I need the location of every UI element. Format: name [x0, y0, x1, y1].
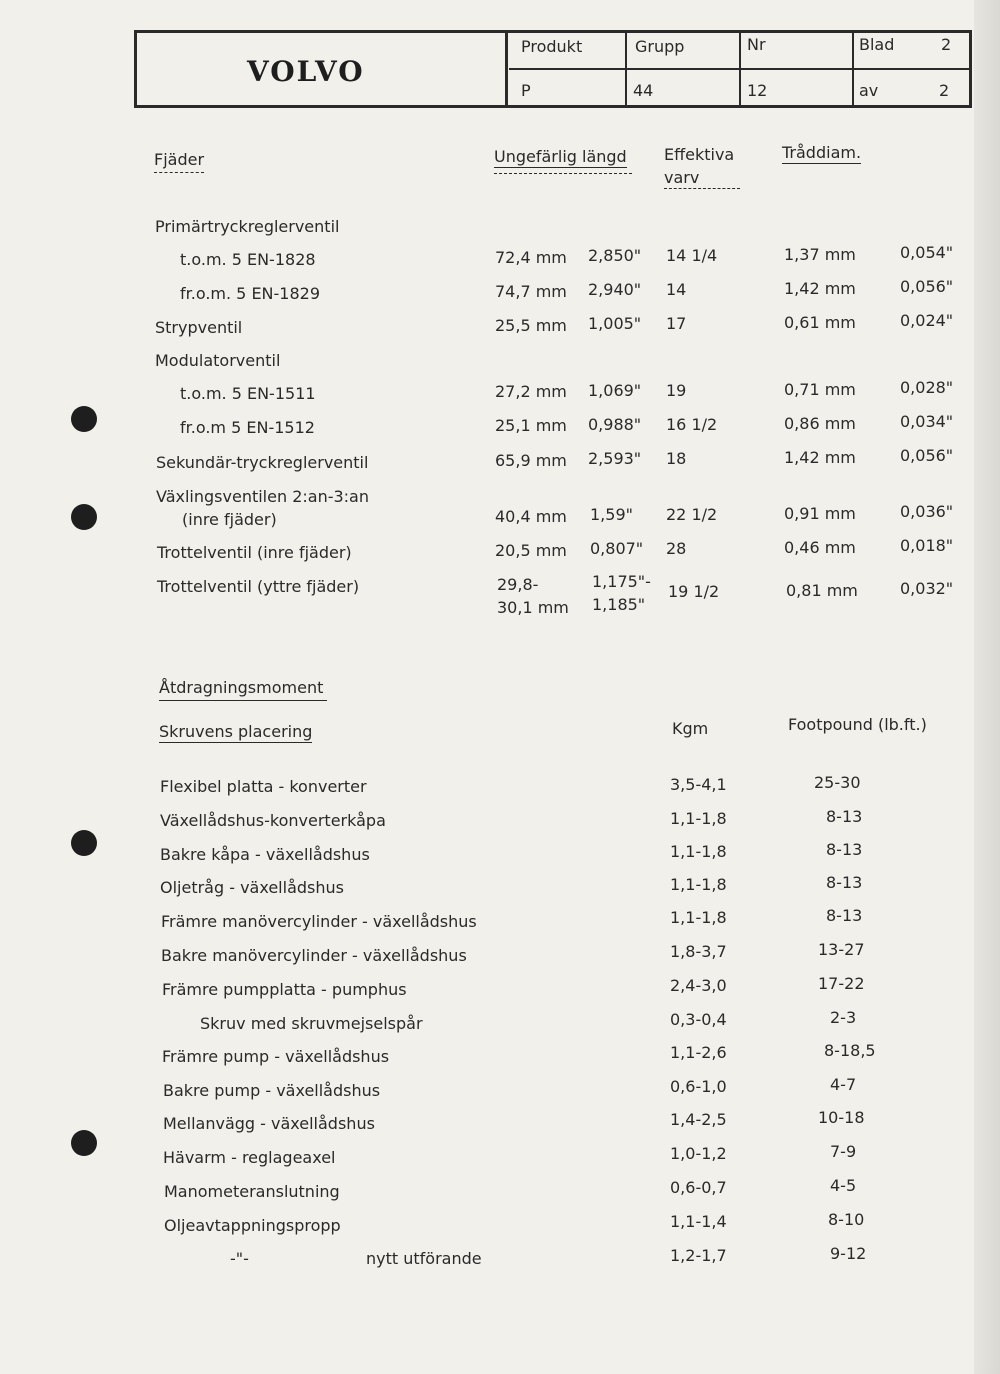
spring-mm: 74,7 mm: [495, 282, 567, 301]
torque-ft: 17-22: [818, 974, 865, 993]
spring-turns: 16 1/2: [666, 415, 718, 434]
binder-hole: [71, 830, 97, 856]
spring-inch: 1,175"-: [592, 572, 651, 591]
torque-place: Hävarm - reglageaxel: [163, 1148, 336, 1167]
col-turns-2: varv: [664, 168, 700, 187]
spring-dinch: 0,024": [900, 311, 954, 330]
spring-name: fr.o.m. 5 EN-1829: [180, 284, 321, 303]
spring-dmm: 0,46 mm: [784, 538, 856, 557]
spring-dinch: 0,036": [900, 502, 954, 521]
spring-mm: 25,5 mm: [495, 316, 567, 335]
spring-dmm: 0,81 mm: [786, 581, 858, 600]
col-turns: Effektiva: [664, 145, 735, 164]
torque-ft: 8-13: [826, 873, 863, 892]
torque-place: Främre pumpplatta - pumphus: [162, 980, 407, 999]
torque-ft: 4-5: [830, 1176, 857, 1195]
torque-kgm: 1,0-1,2: [670, 1144, 727, 1163]
spring-mm: 40,4 mm: [495, 507, 567, 526]
torque-place: Bakre pump - växellådshus: [163, 1081, 381, 1100]
torque-place: -"-: [230, 1249, 249, 1268]
spring-mm-2: 30,1 mm: [497, 598, 569, 617]
torque-ft: 10-18: [818, 1108, 865, 1127]
torque-kgm: 1,1-1,4: [670, 1212, 727, 1231]
spring-dmm: 0,61 mm: [784, 313, 856, 332]
spring-mm: 65,9 mm: [495, 451, 567, 470]
spring-mm: 27,2 mm: [495, 382, 567, 401]
spring-dinch: 0,056": [900, 277, 954, 296]
spring-inch-2: 1,185": [592, 595, 646, 614]
torque-kgm: 1,4-2,5: [670, 1110, 727, 1129]
produkt-label: Produkt: [521, 37, 583, 56]
torque-place: Bakre manövercylinder - växellådshus: [161, 946, 467, 965]
grupp-label: Grupp: [635, 37, 685, 56]
spring-dinch: 0,056": [900, 446, 954, 465]
spring-name: t.o.m. 5 EN-1511: [180, 384, 316, 403]
spring-inch: 1,005": [588, 314, 642, 333]
col-wire: Tråddiam.: [782, 143, 862, 162]
col-place: Skruvens placering: [159, 722, 313, 741]
primary-title: Primärtryckreglerventil: [155, 217, 340, 236]
binder-hole: [71, 1130, 97, 1156]
torque-place: Manometeranslutning: [164, 1182, 340, 1201]
torque-kgm: 3,5-4,1: [670, 775, 727, 794]
spring-mm: 25,1 mm: [495, 416, 567, 435]
blad-label: Blad: [859, 35, 895, 54]
spring-dmm: 0,86 mm: [784, 414, 856, 433]
spring-dmm: 1,42 mm: [784, 448, 856, 467]
nr-label: Nr: [747, 35, 766, 54]
spring-inch: 1,59": [590, 505, 633, 524]
torque-place: Oljetråg - växellådshus: [160, 878, 344, 897]
torque-ft: 8-13: [826, 840, 863, 859]
spring-inch: 2,940": [588, 280, 642, 299]
torque-ft: 8-10: [828, 1210, 865, 1229]
nr-value: 12: [747, 81, 768, 100]
binder-hole: [71, 406, 97, 432]
torque-place: Mellanvägg - växellådshus: [163, 1114, 375, 1133]
spring-dinch: 0,032": [900, 579, 954, 598]
spring-mm: 72,4 mm: [495, 248, 567, 267]
torque-ft: 2-3: [830, 1008, 857, 1027]
av-value: 2: [939, 81, 950, 100]
binder-hole: [71, 504, 97, 530]
torque-place: Oljeavtappningspropp: [164, 1216, 341, 1235]
torque-ft: 9-12: [830, 1244, 867, 1263]
modulator-title: Modulatorventil: [155, 351, 281, 370]
av-label: av: [859, 81, 879, 100]
col-spring: Fjäder: [154, 150, 205, 169]
spring-dinch: 0,028": [900, 378, 954, 397]
col-footpound: Footpound (lb.ft.): [788, 715, 927, 734]
torque-note: nytt utförande: [366, 1249, 482, 1268]
torque-kgm: 1,1-1,8: [670, 908, 727, 927]
torque-ft: 8-18,5: [824, 1041, 876, 1060]
blad-value: 2: [941, 35, 952, 54]
torque-place: Flexibel platta - konverter: [160, 777, 367, 796]
spring-dinch: 0,054": [900, 243, 954, 262]
torque-kgm: 0,6-1,0: [670, 1077, 727, 1096]
col-kgm: Kgm: [672, 719, 709, 738]
torque-ft: 8-13: [826, 807, 863, 826]
torque-kgm: 1,8-3,7: [670, 942, 727, 961]
spring-name: Strypventil: [155, 318, 243, 337]
spring-dmm: 1,42 mm: [784, 279, 856, 298]
spring-inch: 2,850": [588, 246, 642, 265]
spring-inch: 2,593": [588, 449, 642, 468]
page-edge: [974, 0, 1000, 1374]
spring-dmm: 0,71 mm: [784, 380, 856, 399]
spring-turns: 28: [666, 539, 687, 558]
spring-inch: 0,988": [588, 415, 642, 434]
spring-name: t.o.m. 5 EN-1828: [180, 250, 316, 269]
torque-place: Skruv med skruvmejselspår: [200, 1014, 423, 1033]
spring-turns: 19 1/2: [668, 582, 720, 601]
spring-dmm: 1,37 mm: [784, 245, 856, 264]
spring-turns: 22 1/2: [666, 505, 718, 524]
spring-inch: 1,069": [588, 381, 642, 400]
document-header: [134, 30, 972, 108]
produkt-value: P: [521, 81, 531, 100]
spring-turns: 17: [666, 314, 687, 333]
spring-turns: 14: [666, 280, 687, 299]
torque-place: Främre pump - växellådshus: [162, 1047, 390, 1066]
grupp-value: 44: [633, 81, 654, 100]
spring-dinch: 0,018": [900, 536, 954, 555]
vaxling-title: Växlingsventilen 2:an-3:an: [156, 487, 369, 506]
torque-title: Åtdragningsmoment: [159, 678, 324, 697]
spring-name: fr.o.m 5 EN-1512: [180, 418, 315, 437]
spring-name: Sekundär-tryckreglerventil: [156, 453, 369, 472]
spring-mm: 20,5 mm: [495, 541, 567, 560]
torque-place: Främre manövercylinder - växellådshus: [161, 912, 477, 931]
torque-kgm: 1,2-1,7: [670, 1246, 727, 1265]
col-length: Ungefärlig längd: [494, 147, 627, 166]
torque-kgm: 0,6-0,7: [670, 1178, 727, 1197]
torque-ft: 25-30: [814, 773, 861, 792]
spring-name: Trottelventil (yttre fjäder): [157, 577, 360, 596]
spring-turns: 18: [666, 449, 687, 468]
spring-turns: 19: [666, 381, 687, 400]
torque-kgm: 1,1-1,8: [670, 875, 727, 894]
torque-kgm: 2,4-3,0: [670, 976, 727, 995]
volvo-logo: VOLVO: [247, 55, 365, 88]
spring-inch: 0,807": [590, 539, 644, 558]
torque-kgm: 1,1-1,8: [670, 809, 727, 828]
torque-kgm: 1,1-1,8: [670, 842, 727, 861]
torque-ft: 4-7: [830, 1075, 857, 1094]
torque-kgm: 1,1-2,6: [670, 1043, 727, 1062]
torque-kgm: 0,3-0,4: [670, 1010, 727, 1029]
torque-ft: 8-13: [826, 906, 863, 925]
spring-name: (inre fjäder): [182, 510, 277, 529]
torque-place: Bakre kåpa - växellådshus: [160, 845, 370, 864]
torque-ft: 13-27: [818, 940, 865, 959]
torque-ft: 7-9: [830, 1142, 857, 1161]
spring-name: Trottelventil (inre fjäder): [157, 543, 352, 562]
spring-dmm: 0,91 mm: [784, 504, 856, 523]
spring-turns: 14 1/4: [666, 246, 718, 265]
torque-place: Växellådshus-konverterkåpa: [160, 811, 386, 830]
spring-dinch: 0,034": [900, 412, 954, 431]
spring-mm: 29,8-: [497, 575, 539, 594]
